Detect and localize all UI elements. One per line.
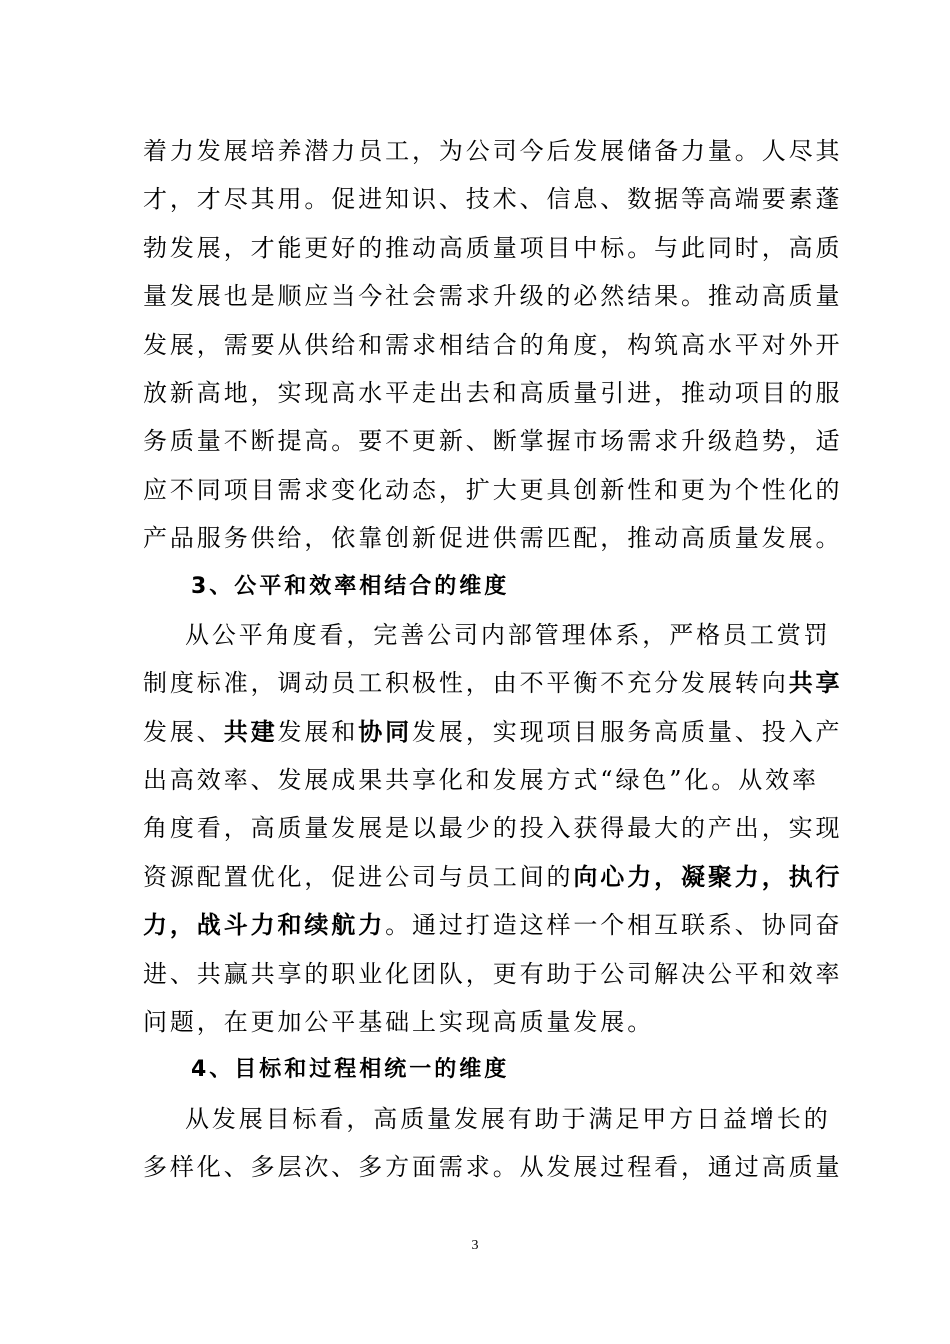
text-run: 资源配置优化，促进公司与员工间的 — [143, 862, 574, 891]
text-line — [143, 853, 843, 901]
text-run: 放新高地，实现高水平走出去和高质量引进，推动项目的服 — [143, 378, 843, 407]
text-line — [143, 708, 843, 756]
text-run: 多样化、多层次、多方面需求。从发展过程看，通过高质量 — [143, 1153, 843, 1182]
bold-text: 力，战斗力和续航力 — [143, 911, 386, 940]
text-run: 发展，实现项目服务高质量、投入产 — [412, 717, 843, 746]
text-run: 勃发展，才能更好的推动高质量项目中标。与此同时，高质 — [143, 233, 843, 262]
text-line — [143, 950, 843, 998]
text-run: 进、共赢共享的职业化团队，更有助于公司解决公平和效率 — [143, 959, 843, 988]
text-line — [143, 659, 843, 707]
text-run: 。通过打造这样一个相互联系、协同奋 — [385, 911, 843, 940]
bold-text: 共建 — [223, 717, 278, 746]
section-heading: 4、目标和过程相统一的维度 — [191, 1057, 510, 1083]
text-line — [143, 369, 843, 417]
text-line — [143, 417, 843, 465]
text-run: 务质量不断提高。要不更新、断掌握市场需求升级趋势，适 — [143, 427, 843, 456]
text-run: 角度看，高质量发展是以最少的投入获得最大的产出，实现 — [143, 814, 843, 843]
text-run: 产品服务供给，依靠创新促进供需匹配，推动高质量发展。 — [143, 524, 843, 553]
text-line — [143, 901, 843, 949]
text-run: 从公平角度看，完善公司内部管理体系，严格员工赏罚 — [185, 620, 831, 649]
text-run: 发展和 — [277, 717, 359, 746]
document-body — [143, 127, 843, 1192]
text-run: 制度标准，调动员工积极性，由不平衡不充分发展转向 — [143, 669, 789, 698]
text-run: 从发展目标看，高质量发展有助于满足甲方日益增长的 — [185, 1104, 831, 1133]
text-line — [143, 127, 843, 175]
text-run: 出高效率、发展成果共享化和发展方式“绿色”化。从效率 — [143, 766, 819, 795]
text-run: 问题，在更加公平基础上实现高质量发展。 — [143, 1008, 655, 1037]
text-run: 着力发展培养潜力员工，为公司今后发展储备力量。人尽其 — [143, 137, 843, 165]
page-number: 3 — [471, 1238, 479, 1253]
text-run: 发展、 — [143, 717, 224, 746]
text-run: 应不同项目需求变化动态，扩大更具创新性和更为个性化的 — [143, 475, 843, 504]
text-line — [143, 998, 807, 1046]
text-run: 才，才尽其用。促进知识、技术、信息、数据等高端要素蓬 — [143, 185, 843, 214]
text-line — [143, 175, 843, 223]
text-line — [143, 514, 843, 562]
bold-text: 向心力，凝聚力，执行 — [573, 862, 843, 891]
text-line — [143, 1143, 843, 1191]
bold-text: 共享 — [788, 669, 843, 698]
text-line — [143, 756, 819, 804]
text-line — [143, 804, 843, 852]
text-run: 发展，需要从供给和需求相结合的角度，构筑高水平对外开 — [143, 330, 843, 359]
text-line — [143, 611, 831, 659]
text-line — [143, 1095, 831, 1143]
text-line — [143, 466, 843, 514]
text-line — [143, 224, 843, 272]
text-run: 量发展也是顺应当今社会需求升级的必然结果。推动高质量 — [143, 282, 843, 311]
text-line — [143, 272, 843, 320]
section-heading: 3、公平和效率相结合的维度 — [191, 573, 510, 599]
text-line — [143, 321, 843, 369]
bold-text: 协同 — [358, 717, 413, 746]
